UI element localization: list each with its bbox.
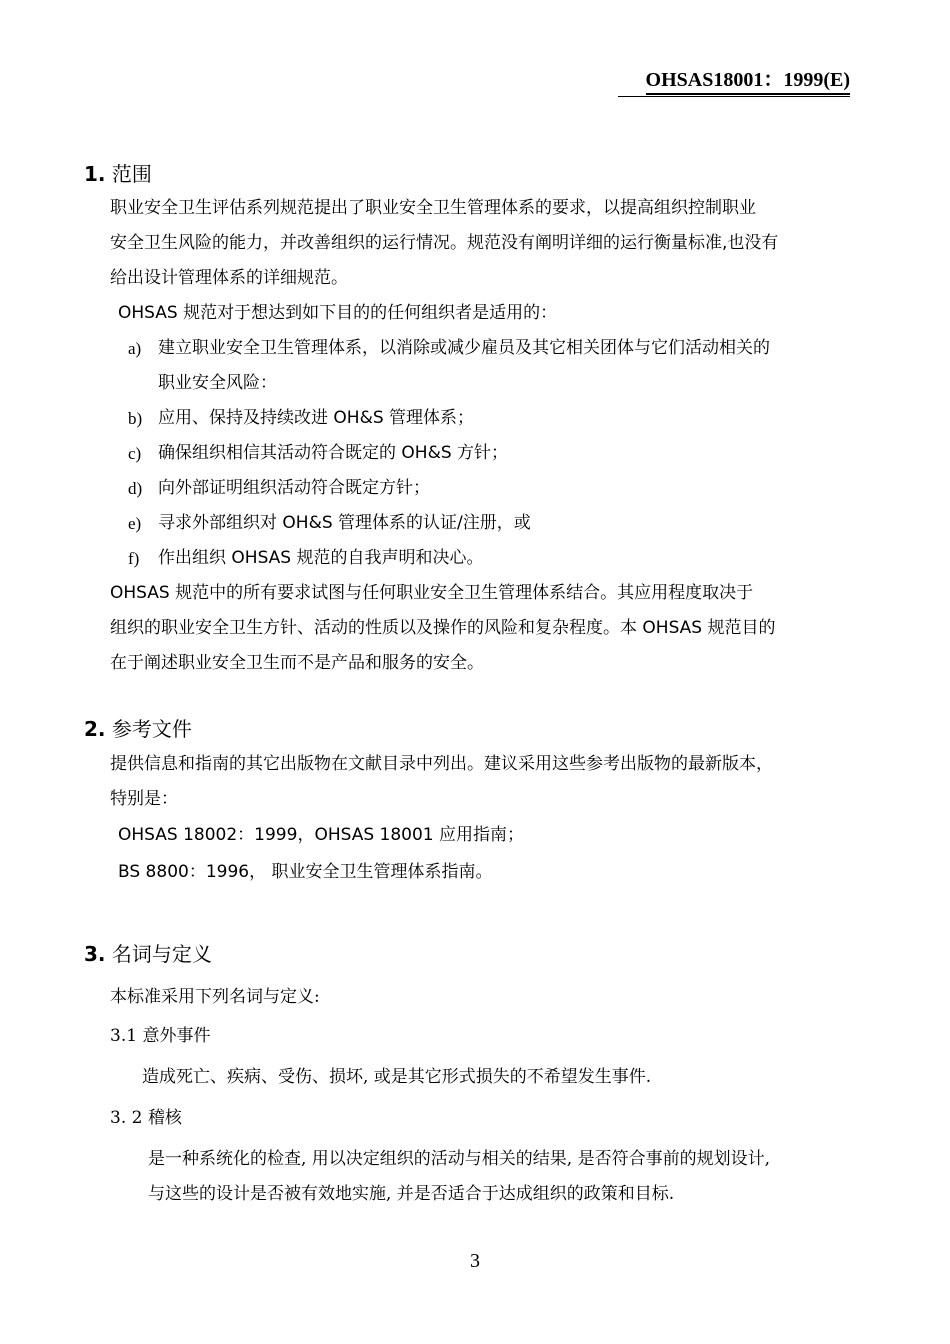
document-id-header: OHSAS18001：1999(E) [646,68,850,95]
list-item-e: 寻求外部组织对 OH&S 管理体系的认证/注册，或 [158,513,531,533]
reference-1: OHSAS 18002：1999，OHSAS 18001 应用指南； [118,825,525,845]
s1-para2-line2: 组织的职业安全卫生方针、活动的性质以及操作的风险和复杂程度。本 OHSAS 规范目的 [110,618,776,638]
list-marker-b: b) [128,409,143,428]
list-item-a-line1: 建立职业安全卫生管理体系，以消除或减少雇员及其它相关团体与它们活动相关的 [158,338,770,358]
s1-para2-line3: 在于阐述职业安全卫生而不是产品和服务的安全。 [110,653,484,673]
section-1-heading [84,161,152,187]
s1-intro: OHSAS 规范对于想达到如下目的的任何组织者是适用的： [118,303,558,323]
list-item-a-line2: 职业安全风险： [158,373,277,393]
page-number: 3 [470,1250,480,1272]
definition-3-2-text-line1: 是一种系统化的检查, 用以决定组织的活动与相关的结果, 是否符合事前的规划设计, [148,1149,771,1169]
s2-para-line1: 提供信息和指南的其它出版物在文献目录中列出。建议采用这些参考出版物的最新版本， [110,754,773,774]
s1-para2-line1: OHSAS 规范中的所有要求试图与任何职业安全卫生管理体系结合。其应用程度取决于 [110,583,754,603]
list-marker-c: c) [128,444,142,463]
s1-para1-line1: 职业安全卫生评估系列规范提出了职业安全卫生管理体系的要求，以提高组织控制职业 [110,198,756,218]
section-3-heading [84,941,212,967]
section-2-number: 2. [84,717,106,741]
definition-3-1-text: 造成死亡、疾病、受伤、损坏, 或是其它形式损失的不希望发生事件. [142,1067,652,1087]
s3-intro: 本标准采用下列名词与定义: [110,987,320,1007]
header-underline [618,96,850,97]
reference-2: BS 8800：1996， 职业安全卫生管理体系指南。 [118,862,493,882]
list-item-d: 向外部证明组织活动符合既定方针； [158,478,430,498]
list-marker-d: d) [128,479,143,498]
list-item-b: 应用、保持及持续改进 OH&S 管理体系； [158,408,475,428]
definition-3-2-heading: 3. 2 稽核 [110,1108,182,1128]
section-1-number: 1. [84,162,106,186]
list-item-f: 作出组织 OHSAS 规范的自我声明和决心。 [158,548,484,568]
list-marker-f: f) [128,549,140,568]
section-2-heading [84,716,192,742]
section-3-title: 名词与定义 [111,942,212,966]
list-item-c: 确保组织相信其活动符合既定的 OH&S 方针； [158,443,509,463]
section-3-number: 3. [84,942,106,966]
s1-para1-line3: 给出设计管理体系的详细规范。 [110,268,348,288]
definition-3-1-heading: 3.1 意外事件 [110,1026,211,1046]
list-marker-e: e) [128,514,142,533]
list-marker-a: a) [128,339,142,358]
s1-para1-line2: 安全卫生风险的能力，并改善组织的运行情况。规范没有阐明详细的运行衡量标准,也没有 [110,233,779,253]
section-2-title: 参考文件 [111,717,192,741]
definition-3-2-text-line2: 与这些的设计是否被有效地实施, 并是否适合于达成组织的政策和目标. [148,1184,675,1204]
section-1-title: 范围 [111,162,152,186]
s2-para-line2: 特别是： [110,789,178,809]
